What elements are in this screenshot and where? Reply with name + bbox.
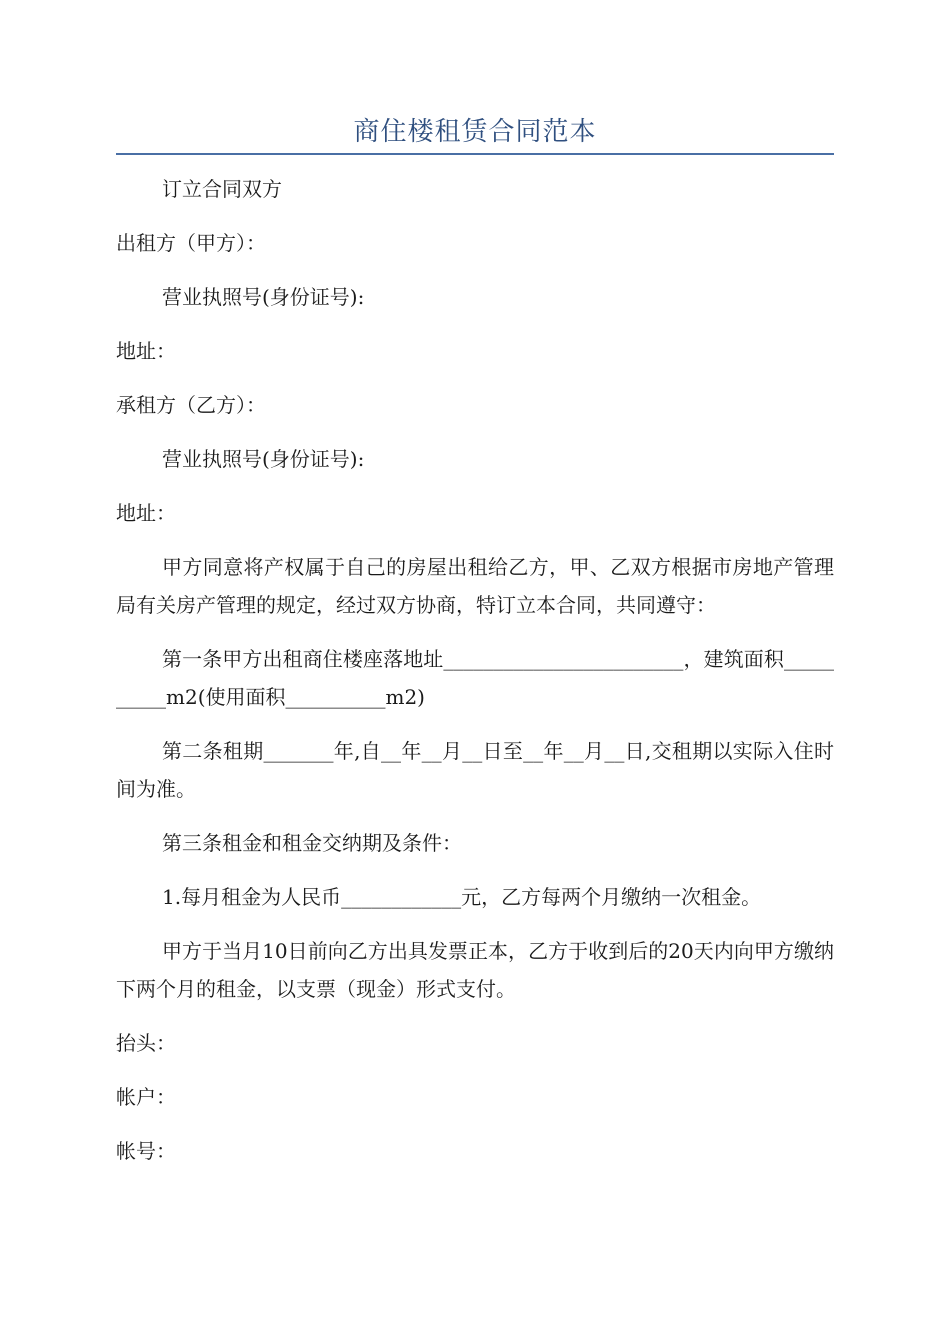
paragraph-payee-title: 抬头： <box>116 1031 176 1055</box>
paragraph-lessee: 承租方（乙方）： <box>116 393 266 417</box>
title-underline <box>116 153 834 155</box>
paragraph-article-3: 第三条租金和租金交纳期及条件： <box>162 831 462 855</box>
paragraph-lessor-address: 地址： <box>116 339 176 363</box>
paragraph-lessee-license: 营业执照号(身份证号): <box>162 447 365 471</box>
paragraph-agreement: 甲方同意将产权属于自己的房屋出租给乙方，甲、乙双方根据市房地产管理局有关房产管理的规定，经过双方协商，特订立本合同，共同遵守： <box>116 555 834 617</box>
paragraph-account-name: 帐户： <box>116 1085 176 1109</box>
document-body <box>116 170 834 1186</box>
paragraph-lessor-license: 营业执照号(身份证号): <box>162 285 365 309</box>
paragraph-rent-amount: 1.每月租金为人民币____________元，乙方每两个月缴纳一次租金。 <box>162 885 762 909</box>
paragraph-lessor: 出租方（甲方）： <box>116 231 266 255</box>
paragraph-lessee-address: 地址： <box>116 501 176 525</box>
paragraph-article-2: 第二条租期_______年,自__年__月__日至__年__月__日,交租期以实际入住时间为准。 <box>116 739 834 801</box>
paragraph-account-number: 帐号： <box>116 1139 176 1163</box>
paragraph-article-1: 第一条甲方出租商住楼座落地址________________________，建筑面积__________m2(使用面积__________m2) <box>116 647 834 709</box>
paragraph-parties: 订立合同双方 <box>162 177 282 201</box>
document-title: 商住楼租赁合同范本 <box>353 117 597 147</box>
paragraph-invoice: 甲方于当月10日前向乙方出具发票正本，乙方于收到后的20天内向甲方缴纳下两个月的租金，以支票（现金）形式支付。 <box>116 939 834 1001</box>
